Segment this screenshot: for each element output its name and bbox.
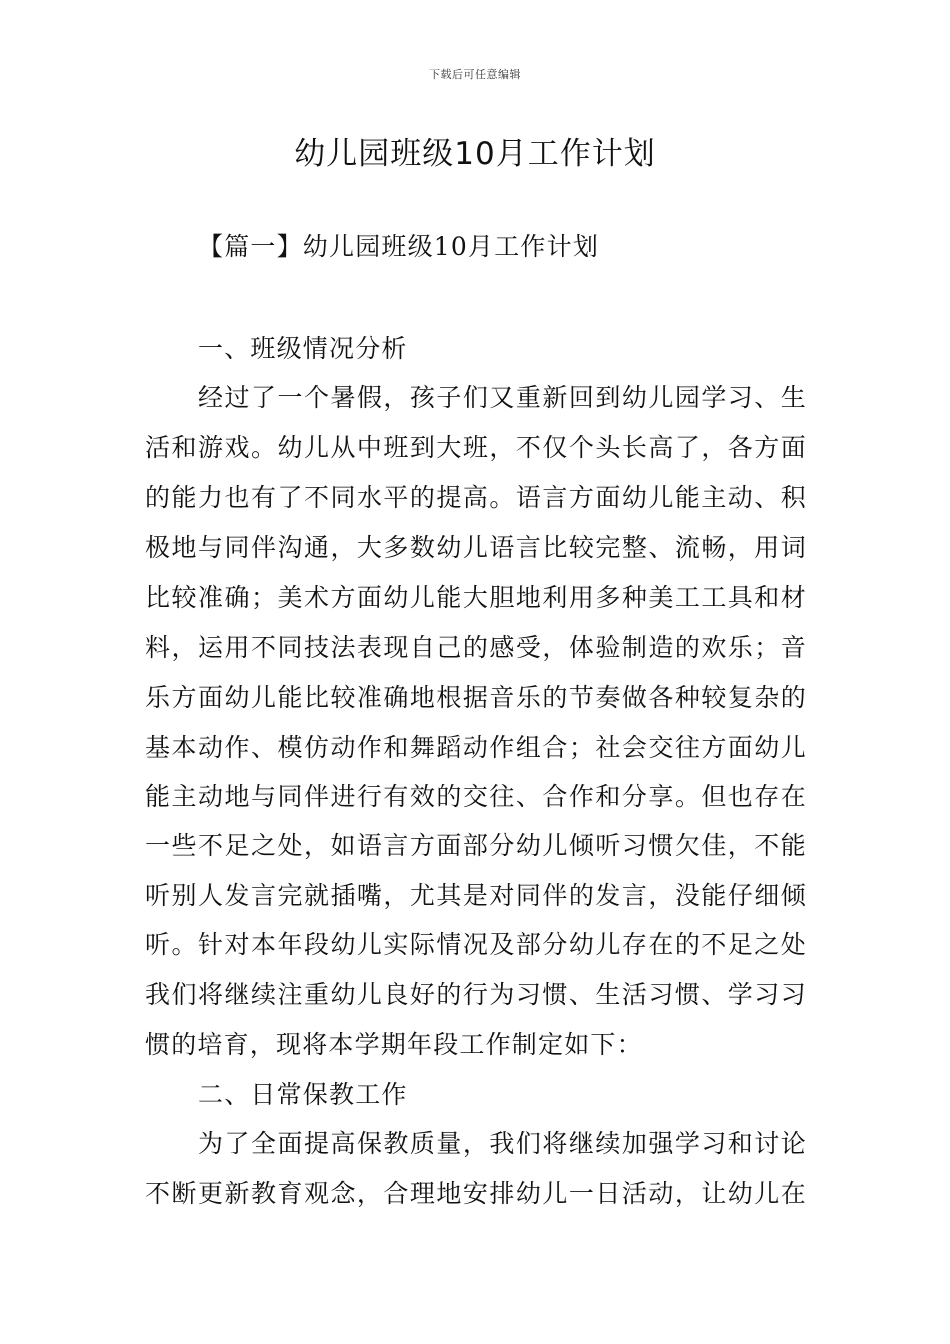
document-title: 幼儿园班级10月工作计划	[294, 136, 656, 172]
paragraph-line: 能主动地与同伴进行有效的交往、合作和分享。但也存在	[145, 782, 807, 811]
section-header: 【篇一】幼儿园班级10月工作计划	[198, 232, 600, 261]
paragraph-line: 我们将继续注重幼儿良好的行为习惯、生活习惯、学习习	[145, 980, 807, 1009]
heading-daily-care: 二、日常保教工作	[198, 1080, 408, 1109]
paragraph-line: 乐方面幼儿能比较准确地根据音乐的节奏做各种较复杂的	[145, 683, 807, 712]
heading-class-analysis: 一、班级情况分析	[198, 334, 408, 363]
paragraph-line: 一些不足之处，如语言方面部分幼儿倾听习惯欠佳，不能	[145, 831, 807, 860]
paragraph-line: 比较准确；美术方面幼儿能大胆地利用多种美工工具和材	[145, 583, 807, 612]
paragraph-line: 料，运用不同技法表现自己的感受，体验制造的欢乐；音	[145, 633, 807, 662]
paragraph-line: 的能力也有了不同水平的提高。语言方面幼儿能主动、积	[145, 483, 807, 512]
paragraph-line: 为了全面提高保教质量，我们将继续加强学习和讨论	[198, 1129, 807, 1158]
header-note: 下载后可任意编辑	[429, 68, 521, 81]
paragraph-line: 听别人发言完就插嘴，尤其是对同伴的发言，没能仔细倾	[145, 881, 807, 910]
paragraph-line: 极地与同伴沟通，大多数幼儿语言比较完整、流畅，用词	[145, 533, 807, 562]
paragraph-line: 经过了一个暑假，孩子们又重新回到幼儿园学习、生	[198, 383, 807, 412]
paragraph-line: 听。针对本年段幼儿实际情况及部分幼儿存在的不足之处	[145, 930, 807, 959]
paragraph-line: 不断更新教育观念，合理地安排幼儿一日活动，让幼儿在	[145, 1179, 807, 1208]
paragraph-line: 基本动作、模仿动作和舞蹈动作组合；社会交往方面幼儿	[145, 733, 807, 762]
paragraph-line: 惯的培育，现将本学期年段工作制定如下：	[145, 1030, 643, 1059]
paragraph-line: 活和游戏。幼儿从中班到大班，不仅个头长高了，各方面	[145, 433, 807, 462]
